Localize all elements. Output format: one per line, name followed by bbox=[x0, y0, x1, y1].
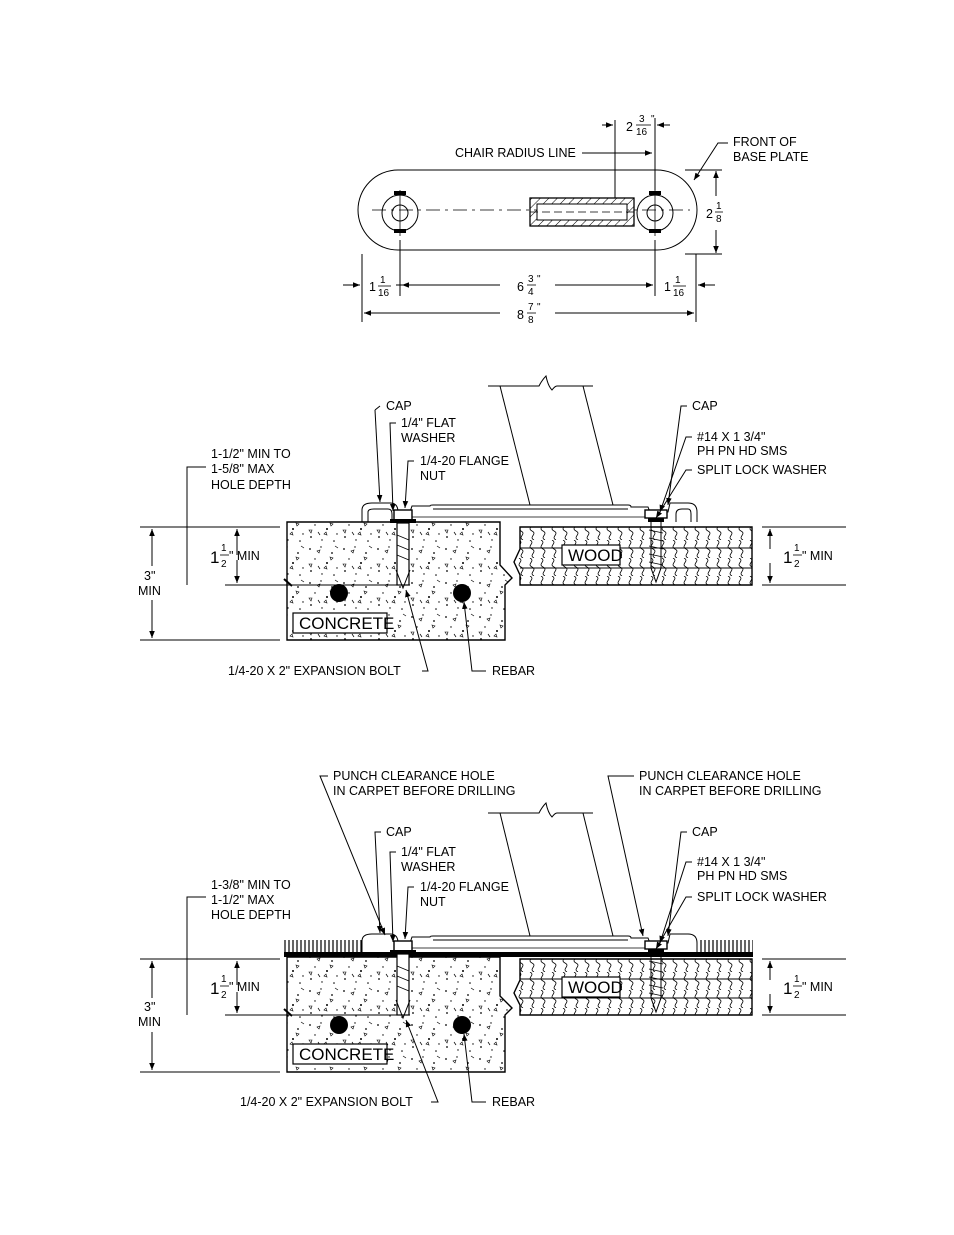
dim-right-whole: 1 bbox=[664, 280, 671, 294]
rebar-label: REBAR bbox=[492, 664, 536, 678]
dim-left-num: 1 bbox=[380, 275, 386, 286]
screw-label-2b: PH PN HD SMS bbox=[697, 869, 788, 883]
dim-total-whole: 8 bbox=[517, 308, 524, 322]
expansion-bolt-2 bbox=[396, 954, 410, 1018]
cap-left-label: CAP bbox=[386, 399, 412, 413]
flat-washer-label-2a: 1/4" FLAT bbox=[401, 845, 456, 859]
flange-nut-label-2: NUT bbox=[420, 469, 446, 483]
hole-depth-label-2b: 1-1/2" MAX bbox=[211, 893, 275, 907]
dim-right-den: 16 bbox=[673, 288, 685, 299]
dim-mid-den: 4 bbox=[528, 287, 534, 298]
min-left-num: 1 bbox=[221, 543, 227, 554]
min-right-whole-2: 1 bbox=[783, 979, 793, 998]
wood-floor bbox=[514, 527, 752, 585]
dim-mid-whole: 6 bbox=[517, 280, 524, 294]
flange-nut-label-2a: 1/4-20 FLANGE bbox=[420, 880, 509, 894]
cap-right-label-2: CAP bbox=[692, 825, 718, 839]
hole-depth-label-2c: HOLE DEPTH bbox=[211, 908, 291, 922]
punch-right-label-2: IN CARPET BEFORE DRILLING bbox=[639, 784, 822, 798]
rebar-label-2: REBAR bbox=[492, 1095, 536, 1109]
dim-right-num: 1 bbox=[675, 275, 681, 286]
chair-tube bbox=[488, 376, 613, 505]
wood-floor-2 bbox=[514, 959, 752, 1015]
screw-label-2: PH PN HD SMS bbox=[697, 444, 788, 458]
three-in-label: 3" bbox=[144, 569, 156, 583]
three-min-label: MIN bbox=[138, 584, 161, 598]
min-left-num-2: 1 bbox=[221, 974, 227, 985]
dim-left-whole: 1 bbox=[369, 280, 376, 294]
rebar-right bbox=[453, 584, 471, 602]
dim-side-den: 8 bbox=[716, 214, 722, 225]
chair-radius-line-label: CHAIR RADIUS LINE bbox=[455, 146, 576, 160]
section-hard-floor bbox=[138, 376, 846, 678]
min-left-whole: 1 bbox=[210, 548, 220, 567]
svg-text:": " bbox=[651, 114, 655, 125]
min-left-suffix-2: " MIN bbox=[229, 980, 260, 994]
flat-washer-label-2b: WASHER bbox=[401, 860, 456, 874]
min-right-num-2: 1 bbox=[794, 974, 800, 985]
dim-top-den: 16 bbox=[636, 127, 648, 138]
cap-right-label: CAP bbox=[692, 399, 718, 413]
min-left-den: 2 bbox=[221, 559, 227, 570]
carpet-right bbox=[700, 940, 753, 952]
dim-left-den: 16 bbox=[378, 288, 390, 299]
dim-top-num: 3 bbox=[639, 114, 645, 125]
section-carpet-floor bbox=[138, 769, 846, 1109]
min-left-whole-2: 1 bbox=[210, 979, 220, 998]
rebar-left bbox=[330, 584, 348, 602]
hole-depth-label-3: HOLE DEPTH bbox=[211, 478, 291, 492]
min-right-num: 1 bbox=[794, 543, 800, 554]
hole-depth-label-1: 1-1/2" MIN TO bbox=[211, 447, 291, 461]
punch-right-label-1: PUNCH CLEARANCE HOLE bbox=[639, 769, 801, 783]
base-plate-label: BASE PLATE bbox=[733, 150, 809, 164]
carpet-backing bbox=[284, 952, 753, 957]
concrete-label-2: CONCRETE bbox=[299, 1045, 395, 1064]
screw-label-2a: #14 X 1 3/4" bbox=[697, 855, 766, 869]
front-of-label: FRONT OF bbox=[733, 135, 797, 149]
min-right-suffix: " MIN bbox=[802, 549, 833, 563]
screw-label-1: #14 X 1 3/4" bbox=[697, 430, 766, 444]
three-in-label-2: 3" bbox=[144, 1000, 156, 1014]
left-hole bbox=[382, 190, 418, 236]
min-left-den-2: 2 bbox=[221, 990, 227, 1001]
cap-right-2 bbox=[645, 941, 667, 949]
expansion-bolt-label: 1/4-20 X 2" EXPANSION BOLT bbox=[228, 664, 401, 678]
svg-text:": " bbox=[537, 274, 541, 285]
flat-washer-label-1: 1/4" FLAT bbox=[401, 416, 456, 430]
cap-right bbox=[645, 510, 667, 518]
hole-depth-label-2: 1-5/8" MAX bbox=[211, 462, 275, 476]
min-right-whole: 1 bbox=[783, 548, 793, 567]
svg-text:": " bbox=[537, 302, 541, 313]
min-right-den-2: 2 bbox=[794, 990, 800, 1001]
dim-side-num: 1 bbox=[716, 201, 722, 212]
chair-tube-2 bbox=[488, 803, 613, 936]
expansion-bolt-label-2: 1/4-20 X 2" EXPANSION BOLT bbox=[240, 1095, 413, 1109]
plan-view bbox=[343, 114, 809, 326]
min-left-suffix: " MIN bbox=[229, 549, 260, 563]
punch-left-label-2: IN CARPET BEFORE DRILLING bbox=[333, 784, 516, 798]
dim-total-num: 7 bbox=[528, 302, 534, 313]
carpet-left bbox=[284, 940, 364, 952]
concrete-label: CONCRETE bbox=[299, 614, 395, 633]
rebar-left-2 bbox=[330, 1016, 348, 1034]
tube-section bbox=[530, 198, 634, 226]
flange-nut-2 bbox=[394, 941, 412, 951]
rebar-right-2 bbox=[453, 1016, 471, 1034]
wood-label-2: WOOD bbox=[568, 978, 623, 997]
dim-total-den: 8 bbox=[528, 315, 534, 326]
wood-label: WOOD bbox=[568, 546, 623, 565]
dim-mid-num: 3 bbox=[528, 274, 534, 285]
hole-depth-label-2a: 1-3/8" MIN TO bbox=[211, 878, 291, 892]
min-right-suffix-2: " MIN bbox=[802, 980, 833, 994]
lock-washer-label: SPLIT LOCK WASHER bbox=[697, 463, 827, 477]
right-hole bbox=[637, 190, 673, 236]
flange-nut-label-1: 1/4-20 FLANGE bbox=[420, 454, 509, 468]
three-min-label-2: MIN bbox=[138, 1015, 161, 1029]
flange-nut bbox=[394, 510, 412, 520]
cap-left-label-2: CAP bbox=[386, 825, 412, 839]
lock-washer-label-2: SPLIT LOCK WASHER bbox=[697, 890, 827, 904]
dim-top-whole: 2 bbox=[626, 120, 633, 134]
punch-left-label-1: PUNCH CLEARANCE HOLE bbox=[333, 769, 495, 783]
flange-nut-label-2b: NUT bbox=[420, 895, 446, 909]
min-right-den: 2 bbox=[794, 559, 800, 570]
flat-washer-label-2: WASHER bbox=[401, 431, 456, 445]
expansion-bolt bbox=[396, 523, 410, 588]
dim-side-whole: 2 bbox=[706, 207, 713, 221]
